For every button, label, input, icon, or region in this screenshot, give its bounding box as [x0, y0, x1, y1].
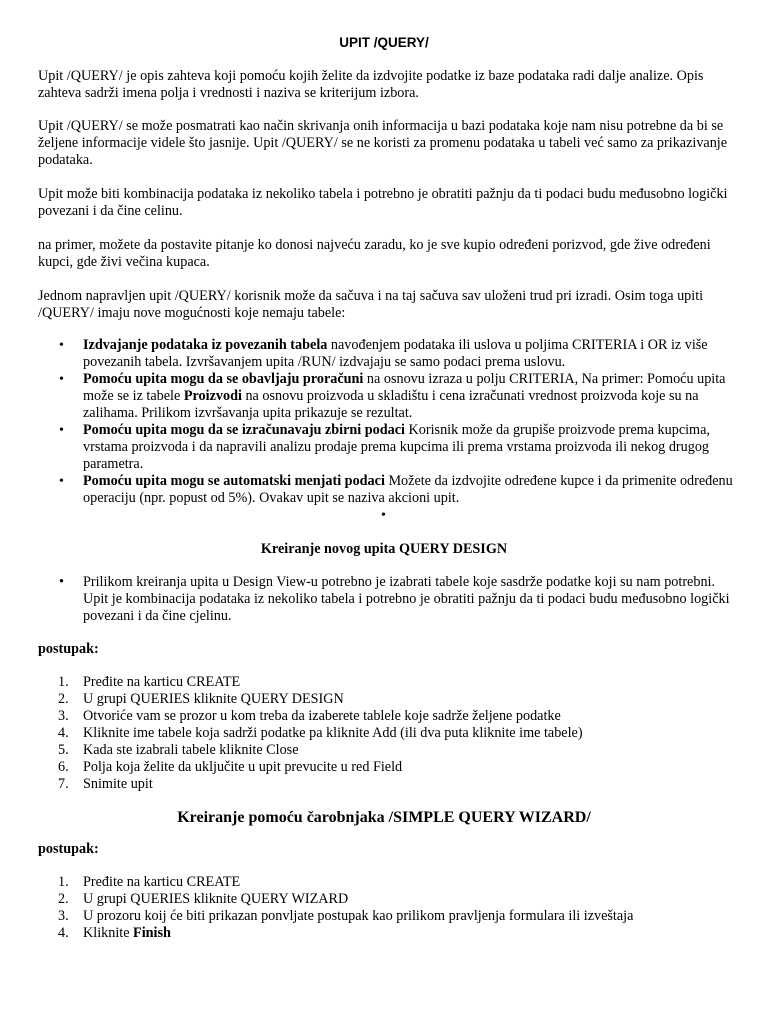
bullet-bold-inline: Proizvodi	[183, 388, 242, 404]
design-view-list	[0, 574, 740, 625]
step-text: U prozoru koij će biti prikazan ponvljate postupak kao prilikom pravljenja formulara ili izveštaja	[83, 908, 634, 924]
step-number: 6.	[58, 759, 69, 775]
list-item	[0, 674, 740, 691]
step-text: Otvoriće vam se prozor u kom treba da izaberete tablele koje sadrže željene podatke	[83, 708, 561, 724]
step-number: 3.	[58, 708, 69, 724]
step-number: 7.	[58, 776, 69, 792]
document-title: UPIT /QUERY/	[339, 35, 429, 50]
list-item	[0, 691, 740, 708]
list-item	[0, 337, 740, 371]
list-item	[0, 422, 740, 473]
list-item: • Prilikom kreiranja upita u Design View-u potrebno je izabrati tabele koje sasdrže podatke koji su nam potrebni. Upit je kombinacija podataka iz nekoliko tabela i potrebno je obratiti pažnju da ti podaci budu međusobno logički povezani i da čine cjelinu.	[0, 574, 740, 625]
procedure-label: postupak:	[38, 841, 99, 857]
query-design-steps	[0, 674, 740, 793]
list-item	[0, 874, 740, 891]
intro-paragraph-2: Upit /QUERY/ se može posmatrati kao način skrivanja onih informacija u bazi podataka koje nam nisu potrebne da bi se željene informacije videle što jasnije. Upit /QUERY/ se ne koristi za promenu podataka u tabeli već samo za prikazivanje podataka.	[38, 118, 728, 168]
list-item	[0, 759, 740, 776]
list-item	[0, 371, 740, 422]
bullet-bold: Pomoću upita mogu se automatski menjati podaci	[83, 473, 385, 489]
bullet-bold: Izdvajanje podataka iz povezanih tabela	[83, 337, 328, 353]
step-text: Snimite upit	[83, 776, 153, 792]
procedure-label: postupak:	[38, 641, 99, 657]
step-number: 1.	[58, 674, 69, 690]
features-list	[0, 337, 740, 507]
step-text: Pređite na karticu CREATE	[83, 874, 241, 890]
intro-paragraph-5: Jednom napravljen upit /QUERY/ korisnik može da sačuva i na taj sačuva sav uloženi trud pri izradi. Osim toga upiti /QUERY/ imaju nove mogućnosti koje nemaju tabele:	[38, 288, 704, 321]
bullet-text: na osnovu izraza u polju CRITERIA, Na primer: Pomoću upita može se iz tabele	[83, 371, 726, 404]
step-text: Kliknite ime tabele koja sadrži podatke pa kliknite Add (ili dva puta kliknite ime tabele)	[83, 725, 583, 741]
step-number: 3.	[58, 908, 69, 924]
query-wizard-steps	[0, 874, 740, 942]
list-item	[0, 776, 740, 793]
step-text: Pređite na karticu CREATE	[83, 674, 241, 690]
step-text: Kliknite	[83, 925, 134, 941]
step-number: 1.	[58, 874, 69, 890]
step-number: 2.	[58, 691, 69, 707]
list-item	[0, 725, 740, 742]
intro-paragraph-1: Upit /QUERY/ je opis zahteva koji pomoću kojih želite da izdvojite podatke iz baze podataka radi dalje analize. Opis zahteva sadrži imena polja i vrednosti i naziva se kriterijum izbora.	[38, 68, 704, 101]
section-heading-query-wizard: Kreiranje pomoću čarobnjaka /SIMPLE QUERY WIZARD/	[177, 809, 591, 826]
step-text: U grupi QUERIES kliknite QUERY WIZARD	[83, 891, 349, 907]
section-heading-query-design: Kreiranje novog upita QUERY DESIGN	[260, 541, 508, 557]
step-text: U grupi QUERIES kliknite QUERY DESIGN	[83, 691, 344, 707]
step-number: 4.	[58, 725, 69, 741]
list-item	[0, 891, 740, 908]
step-text-bold: Finish	[133, 925, 171, 941]
list-item	[0, 908, 740, 925]
list-item	[0, 708, 740, 725]
bullet-text: Možete da izdvojite određene kupce i da primenite određenu operaciju (npr. popust od 5%). Ovakav upit se naziva akcioni upit.	[83, 473, 733, 506]
step-number: 4.	[58, 925, 69, 941]
bullet-bold: Pomoću upita mogu da se obavljaju proračuni	[83, 371, 364, 387]
bullet-bold: Pomoću upita mogu da se izračunavaju zbirni podaci	[83, 422, 405, 438]
list-item	[0, 473, 740, 507]
bullet-text: Korisnik može da grupiše proizvode prema kupcima, vrstama proizvoda i da napravili analizu prodaje prema kupcima ili prema vrstama proizvoda ili nekog drugog parametra.	[83, 422, 710, 472]
list-item	[0, 742, 740, 759]
step-number: 5.	[58, 742, 69, 758]
empty-bullet: •	[381, 508, 386, 523]
step-number: 2.	[58, 891, 69, 907]
bullet-text: na osnovu proizvoda u skladištu i cena izračunati vrednost proizvoda koje su na zalihama. Prilikom izvršavanja upita prikazuje se rezultat.	[83, 388, 699, 421]
bullet-text: navođenjem podataka ili uslova u poljima CRITERIA i OR iz više povezanih tabela. Izvršavanjem upita /RUN/ izdvajaju se samo podaci prema uslovu.	[83, 337, 708, 370]
intro-paragraph-3: Upit može biti kombinacija podataka iz nekoliko tabela i potrebno je obratiti pažnju da ti podaci budu međusobno logički povezani i da čine celinu.	[38, 186, 728, 219]
list-item	[0, 925, 740, 942]
step-text: Kada ste izabrali tabele kliknite Close	[83, 742, 299, 758]
intro-paragraph-4: na primer, možete da postavite pitanje ko donosi najveću zaradu, ko je sve kupio određeni porizvod, gde žive određeni kupci, gde živi večina kupaca.	[38, 237, 711, 270]
step-text: Polja koja želite da uključite u upit prevucite u red Field	[83, 759, 403, 775]
